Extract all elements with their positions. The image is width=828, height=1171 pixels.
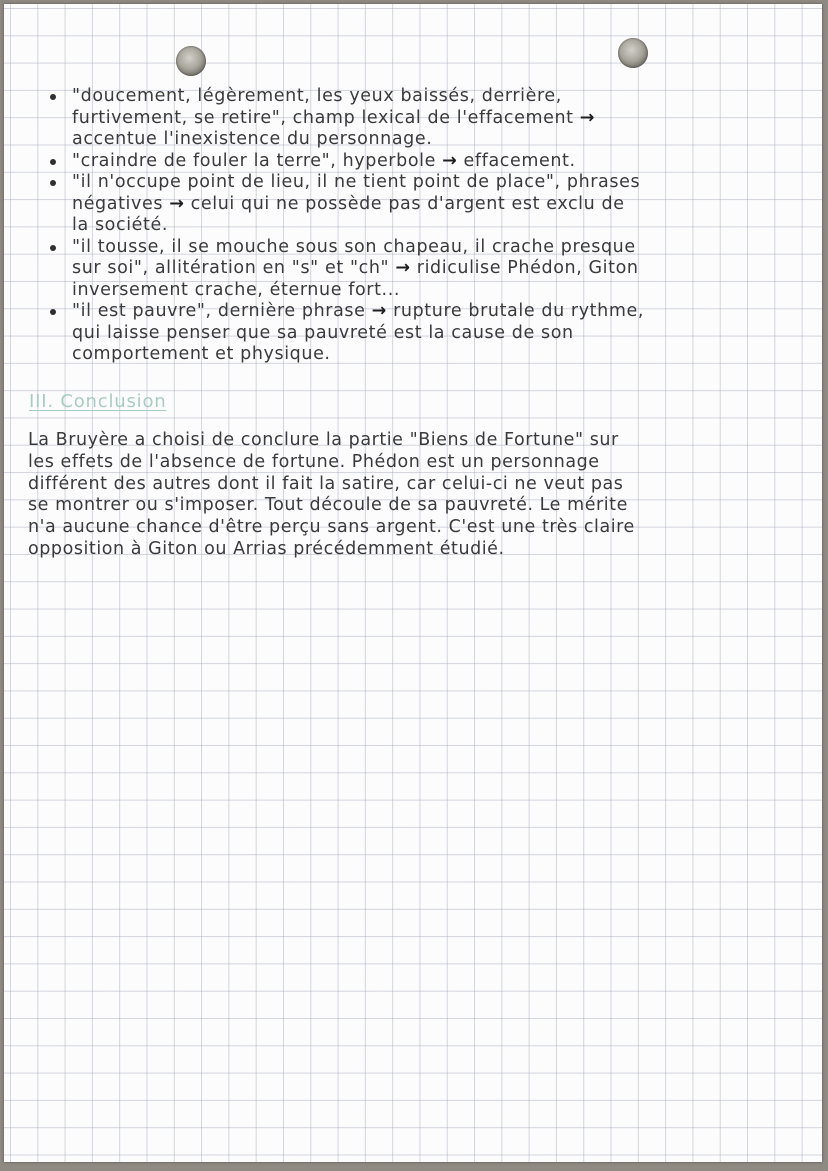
punch-hole-left: [176, 46, 206, 76]
section-heading: III. Conclusion: [29, 391, 167, 412]
list-item: [44, 86, 804, 151]
bullet-line: "doucement, légèrement, les yeux baissés, derrière,: [72, 86, 562, 106]
paragraph-line: opposition à Giton ou Arrias précédemment étudié.: [28, 538, 505, 559]
arrow-icon: →: [395, 258, 411, 278]
arrow-icon: →: [442, 150, 458, 171]
list-item: [44, 237, 804, 302]
bullet-dot-icon: [50, 245, 56, 251]
arrow-icon: →: [371, 301, 387, 321]
bullet-line: "il tousse, il se mouche sous son chapeau, il crache presque: [72, 236, 636, 257]
bullet-line: inversement crache, éternue fort...: [72, 279, 401, 300]
notebook-page: [4, 4, 822, 1162]
paragraph-line: se montrer ou s'imposer. Tout découle de sa pauvreté. Le mérite: [28, 495, 628, 516]
bullet-line: furtivement, se retire", champ lexical de l'effacement →: [72, 107, 596, 128]
paragraph-line: différent des autres dont il fait la satire, car celui-ci ne veut pas: [28, 473, 624, 494]
arrow-icon: →: [169, 193, 185, 214]
paragraph-line: les effets de l'absence de fortune. Phédon est un personnage: [28, 451, 600, 472]
analysis-bullet-list: [44, 86, 804, 366]
bullet-line: sur soi", allitération en "s" et "ch" → ridiculise Phédon, Giton: [72, 258, 639, 278]
punch-hole-right: [618, 38, 648, 68]
bullet-dot-icon: [50, 180, 56, 186]
bullet-line: "il n'occupe point de lieu, il ne tient point de place", phrases: [72, 172, 641, 192]
paragraph-line: La Bruyère a choisi de conclure la partie "Biens de Fortune" sur: [28, 430, 619, 450]
list-item: [44, 151, 804, 173]
bullet-dot-icon: [50, 94, 56, 100]
bullet-line: accentue l'inexistence du personnage.: [72, 129, 433, 149]
bullet-dot-icon: [50, 159, 56, 165]
bullet-line: négatives → celui qui ne possède pas d'argent est exclu de: [72, 193, 625, 214]
conclusion-paragraph: [28, 430, 798, 561]
bullet-line: comportement et physique.: [72, 344, 331, 364]
list-item: [44, 172, 804, 237]
bullet-line: la société.: [72, 215, 169, 235]
bullet-line: qui laisse penser que sa pauvreté est la cause de son: [72, 322, 574, 343]
list-item: [44, 301, 804, 366]
paragraph-line: n'a aucune chance d'être perçu sans argent. C'est une très claire: [28, 517, 635, 538]
arrow-icon: →: [579, 107, 596, 128]
bullet-line: "craindre de fouler la terre", hyperbole → effacement.: [72, 150, 576, 171]
bullet-line: "il est pauvre", dernière phrase → rupture brutale du rythme,: [72, 301, 645, 321]
bullet-dot-icon: [50, 309, 56, 315]
